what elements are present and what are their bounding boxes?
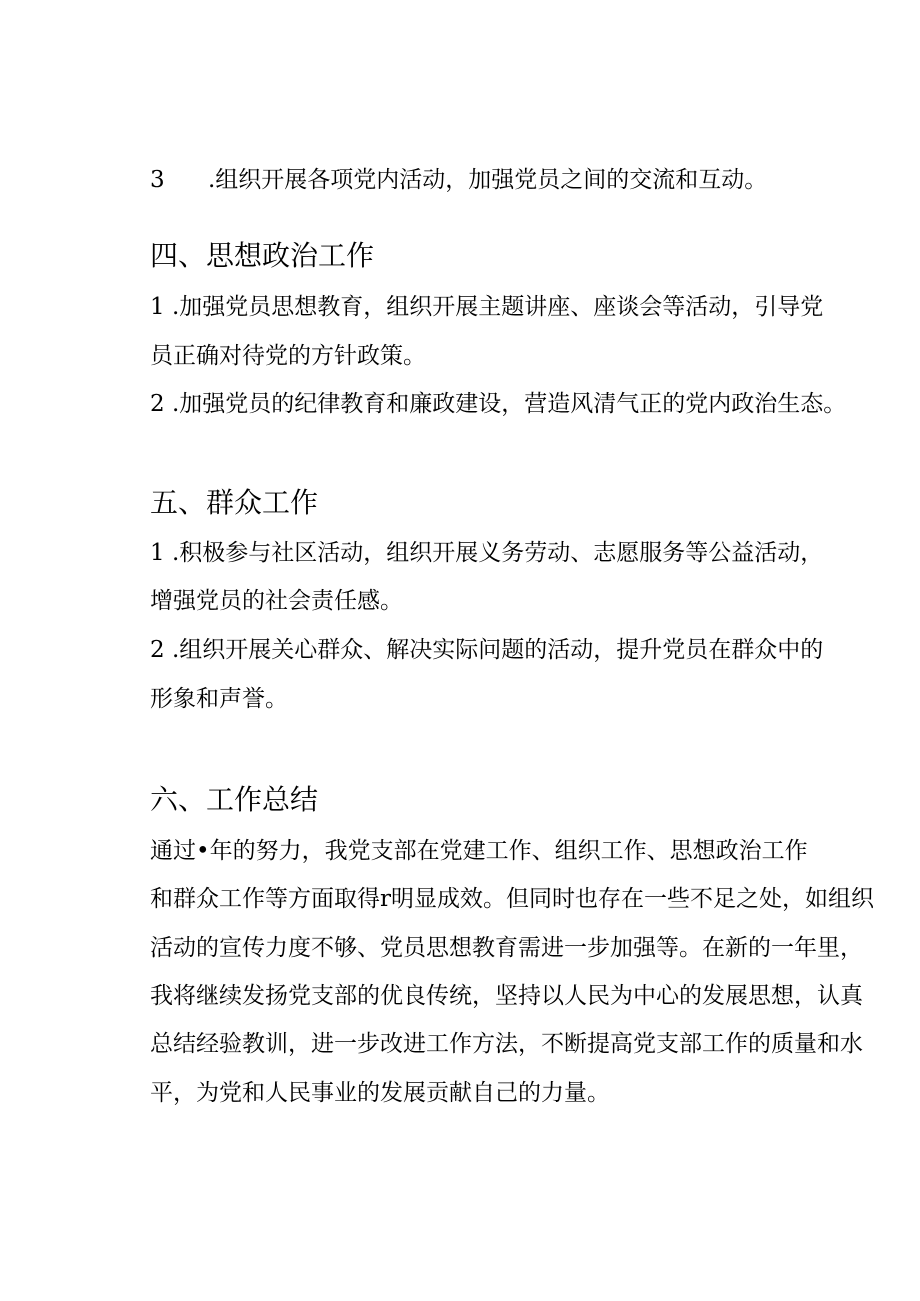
list-item-number: 3 [150,167,165,193]
summary-line: 平，为党和人民事业的发展贡献自己的力量。 [150,1080,610,1106]
summary-line: 和群众工作等方面取得r明显成效。但同时也存在一些不足之处，如组织 [150,886,874,912]
list-item-number: 2 [150,391,165,417]
list-item-text: .加强党员思想教育，组织开展主题讲座、座谈会等活动，引导党 [172,294,824,320]
list-item-text: .积极参与社区活动，组织开展义务劳动、志愿服务等公益活动， [172,540,824,566]
list-item-number: 2 [150,637,165,663]
section-heading: 六、工作总结 [150,783,319,816]
list-item-text: .组织开展关心群众、解决实际问题的活动，提升党员在群众中的 [172,637,824,663]
summary-line: 总结经验教训，进一步改进工作方法，不断提高党支部工作的质量和水 [150,1031,863,1057]
list-item-text: .加强党员的纪律教育和廉政建设，营造风清气正的党内政治生态。 [172,391,847,417]
section-heading: 五、群众工作 [150,486,319,519]
summary-line: 我将继续发扬党支部的优良传统，坚持以人民为中心的发展思想，认真 [150,983,863,1009]
list-item [150,165,830,195]
section-heading: 四、思想政治工作 [150,239,375,272]
summary-line: 通过•年的努力，我党支部在党建工作、组织工作、思想政治工作 [150,838,808,864]
summary-line: 活动的宣传力度不够、党员思想教育需进一步加强等。在新的一年里， [150,935,863,961]
list-item-continuation: 形象和声誉。 [150,686,288,712]
list-item [150,635,830,665]
list-item-continuation: 增强党员的社会责任感。 [150,588,403,614]
list-item-text: .组织开展各项党内活动，加强党员之间的交流和互动。 [208,167,768,193]
list-item [150,292,830,322]
list-item [150,538,830,568]
list-item-number: 1 [150,294,165,320]
list-item [150,389,847,419]
list-item-continuation: 员正确对待党的方针政策。 [150,343,426,369]
list-item-number: 1 [150,540,165,566]
